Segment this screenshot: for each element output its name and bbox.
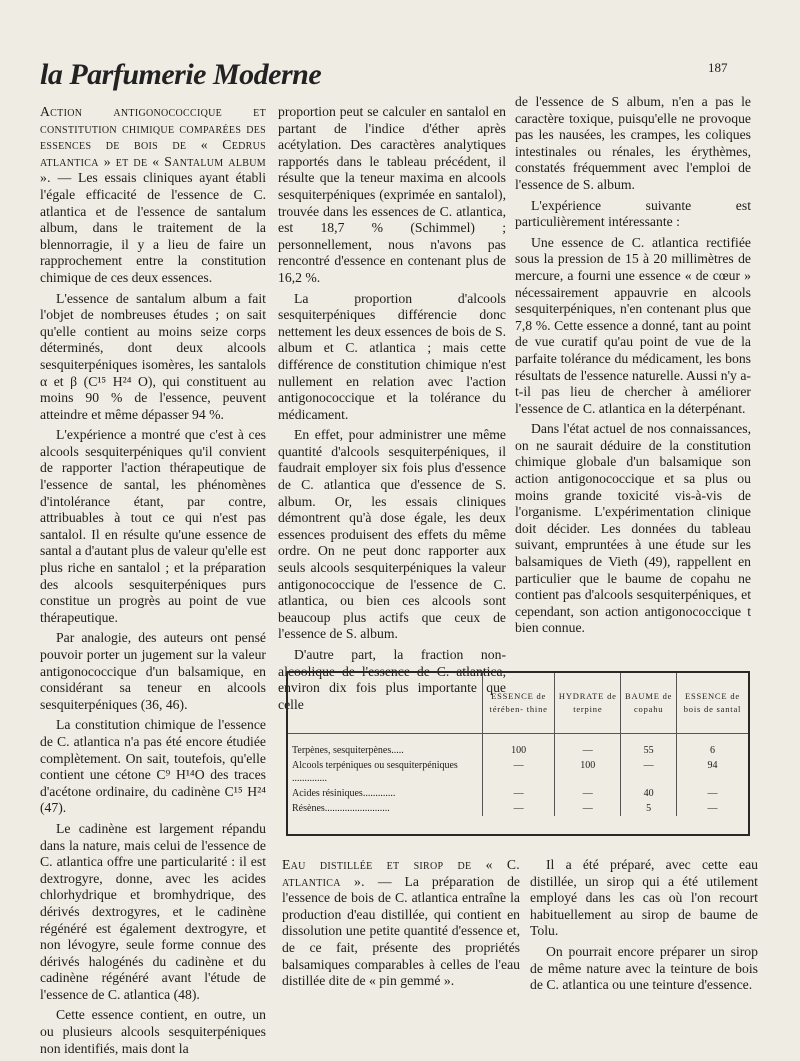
paragraph: Le cadinène est largement répandu dans la nature, mais celui de l'essence de C. atlantica offre une particularité : il est dextrogyre, donne, avec les acides chlorhydrique et bromhydrique, des dérivés dextrogyres, et le cadinène régénéré est également dextrogyre, et non lévogyre, seule forme connue des dérivés halogénés du cadinène et du cadinène régénéré avant l'étude de l'essence de C. atlantica (48).: [40, 820, 266, 1002]
table-header-blank: [288, 673, 483, 734]
paragraph: de l'essence de S album, n'en a pas le caractère toxique, puisqu'elle ne provoque pas les nausées, les crampes, les coliques intestinales ou rénales, les érythèmes, constatés fréquemment avec l'emploi de l'essence de S. album.: [515, 94, 751, 192]
table-header: HYDRATE de terpine: [555, 673, 621, 734]
table-header: ESSENCE de térében- thine: [483, 673, 555, 734]
paragraph: proportion peut se calculer en santalol en partant de l'indice d'éther après acétylation. Des caractères analytiques rapportés dans le tableau précédent, il résulte que la teneur maxima en alcools sesquiterpéniques (exprimée en santalol), trouvée dans les essences de C. atlantica, est 18,7 % (Schimmel) ; personnellement, nous n'avons pas rencontré d'essence en contenant plus de 16,2 %.: [278, 104, 506, 285]
composition-table: [286, 671, 750, 836]
column-1: [40, 104, 266, 1061]
column-4: [282, 857, 520, 994]
paragraph: L'expérience a montré que c'est à ces alcools sesquiterpéniques qu'il convient de rapporter l'action thérapeutique de l'essence de santal, les phénomènes d'intolérance étant, par contre, attribuables à tout ce qui n'est pas santalol. Il en résulte qu'une essence de santal a d'autant plus de valeur qu'elle est plus riche en santalol ; et la préparation des alcools sesquiterpéniques purs constitue un progrès au point de vue thérapeutique.: [40, 427, 266, 625]
table-row-label: Alcools terpéniques ou sesquiterpéniques ..............: [292, 760, 458, 784]
table-row: [288, 786, 748, 801]
table-cell: —: [555, 801, 621, 816]
table-row-label: Terpènes, sesquiterpènes.....: [292, 745, 404, 756]
table-row-label: Acides résiniques.............: [292, 788, 396, 799]
table-cell: 40: [621, 786, 677, 801]
masthead-logo: la Parfumerie Moderne: [40, 58, 322, 91]
table-row-label: Résènes..........................: [292, 803, 390, 814]
table-cell: —: [555, 734, 621, 759]
paragraph: On pourrait encore préparer un sirop de même nature avec la teinture de bois de C. atlantica ou une teinture d'essence.: [530, 943, 758, 993]
section-heading: Action antigonococcique et constitution chimique comparées des essences de bois de « Cedrus atlantica » et de « Santalum album ».: [40, 104, 266, 186]
column-3: [515, 94, 751, 641]
column-5: [530, 857, 758, 998]
paragraph-text: — La préparation de l'essence de bois de C. atlantica entraîne la production d'eau distillée, qui contient en dissolution une petite quantité d'essence et, de ce fait, présente des propriétés balsamiques comparables à celles de l'eau distillée dite de « pin gemmé ».: [282, 873, 520, 989]
paragraph: D'autre part, la fraction non-alcoolique de l'essence de C. atlantica, environ dix fois plus importante que celle: [278, 647, 506, 712]
section-heading: Eau distillée et sirop de « C. atlantica ».: [282, 857, 520, 889]
paragraph: La proportion d'alcools sesquiterpéniques différencie donc nettement les deux essences de bois de S. album et C. atlantica ; mais cette différence de constitution chimique n'est nullement en relation avec l'action antigonococcique et la tolérance du médicament.: [278, 290, 506, 422]
table-cell: —: [555, 786, 621, 801]
table-cell: 100: [483, 734, 555, 759]
paragraph: [40, 104, 266, 287]
table-cell: —: [621, 758, 677, 786]
paragraph: L'expérience suivante est particulièrement intéressante :: [515, 197, 751, 230]
paragraph: Il a été préparé, avec cette eau distillée, un sirop qui a été utilement employé dans les cas où l'on recourt habituellement au sirop de baume de Tolu.: [530, 857, 758, 939]
table-row: [288, 801, 748, 816]
table-header: ESSENCE de bois de santal: [676, 673, 748, 734]
paragraph: Dans l'état actuel de nos connaissances, on ne saurait déduire de la constitution chimique globale d'un balsamique son action antigonococcique et sa plus ou moins grande toxicité vis-à-vis de l'organisme. L'expérimentation clinique doit décider. Les données du tableau suivant, empruntées à une étude sur les balsamiques de Vieth (49), rappellent en particulier que le baume de copahu ne contient pas d'alcools sesquiterpéniques, et cependant, son action antigonococcique t bien connue.: [515, 421, 751, 636]
paragraph: La constitution chimique de l'essence de C. atlantica n'a pas été encore étudiée complètement. On sait, toutefois, qu'elle contient une cétone C⁹ H¹⁴O des traces d'acétone ordinaire, du cadinène C¹⁵ H²⁴ (47).: [40, 717, 266, 816]
table-cell: —: [676, 786, 748, 801]
paragraph-text: — Les essais cliniques ayant établi l'égale efficacité de l'essence de C. atlantica et de l'essence de santalum album, dans le traitement de la blennorragie, il y a lieu de faire un rapprochement entre la constitution chimique de ces deux essences.: [40, 170, 267, 285]
table-row: [288, 758, 748, 786]
table-cell: 6: [676, 734, 748, 759]
table-cell: 5: [621, 801, 677, 816]
table-cell: 100: [555, 758, 621, 786]
paragraph: L'essence de santalum album a fait l'objet de nombreuses études ; on sait qu'elle contient au moins seize corps déterminés, dont deux alcools sesquiterpéniques isomères, les santalols α et β (C¹⁵ H²⁴ O), qui constituent au moins 90 % de l'essence, peuvent atteindre et même dépasser 94 %.: [40, 290, 266, 422]
column-2: [278, 104, 506, 717]
table-cell: —: [483, 758, 555, 786]
table-cell: 94: [676, 758, 748, 786]
paragraph: Par analogie, des auteurs ont pensé pouvoir porter un jugement sur la valeur antigonococcique d'un balsamique, en considérant sa teneur en alcools sesquiterpéniques (36, 46).: [40, 630, 266, 712]
table-cell: —: [483, 786, 555, 801]
table-row: [288, 734, 748, 759]
page-number: 187: [708, 60, 728, 75]
table-cell: —: [483, 801, 555, 816]
table-header: BAUME de copahu: [621, 673, 677, 734]
table-cell: 55: [621, 734, 677, 759]
paragraph: Cette essence contient, en outre, un ou plusieurs alcools sesquiterpéniques non identifiés, mais dont la: [40, 1007, 266, 1056]
paragraph: Une essence de C. atlantica rectifiée sous la pression de 15 à 20 millimètres de mercure, a fourni une essence « de cœur » nécessairement appauvrie en alcools sesquiterpéniques, n'en contenant plus que 7,8 %. Cette essence a donné, tant au point de vue curatif qu'au point de vue de la parfaite tolérance du médicament, les bons résultats de l'essence naturelle. Aussi n'y a-t-il pas lieu de chercher à améliorer l'essence de C. atlantica en la déterpénant.: [515, 234, 751, 416]
paragraph: [282, 857, 520, 990]
data-table: [288, 673, 748, 816]
table-header-row: [288, 673, 748, 734]
paragraph: En effet, pour administrer une même quantité d'alcools sesquiterpéniques, il faudrait employer six fois plus d'essence de C. atlantica que d'essence de S. album. Or, les essais cliniques démontrent qu'à dose égale, les deux essences produisent des effets du même ordre. On ne peut donc rapporter aux seuls alcools sesquiterpéniques la valeur antigonococcique de l'essence de C. atlantica, ou bien ces alcools sont beaucoup plus actifs que ceux de l'essence de S. album.: [278, 427, 506, 642]
table-cell: —: [676, 801, 748, 816]
